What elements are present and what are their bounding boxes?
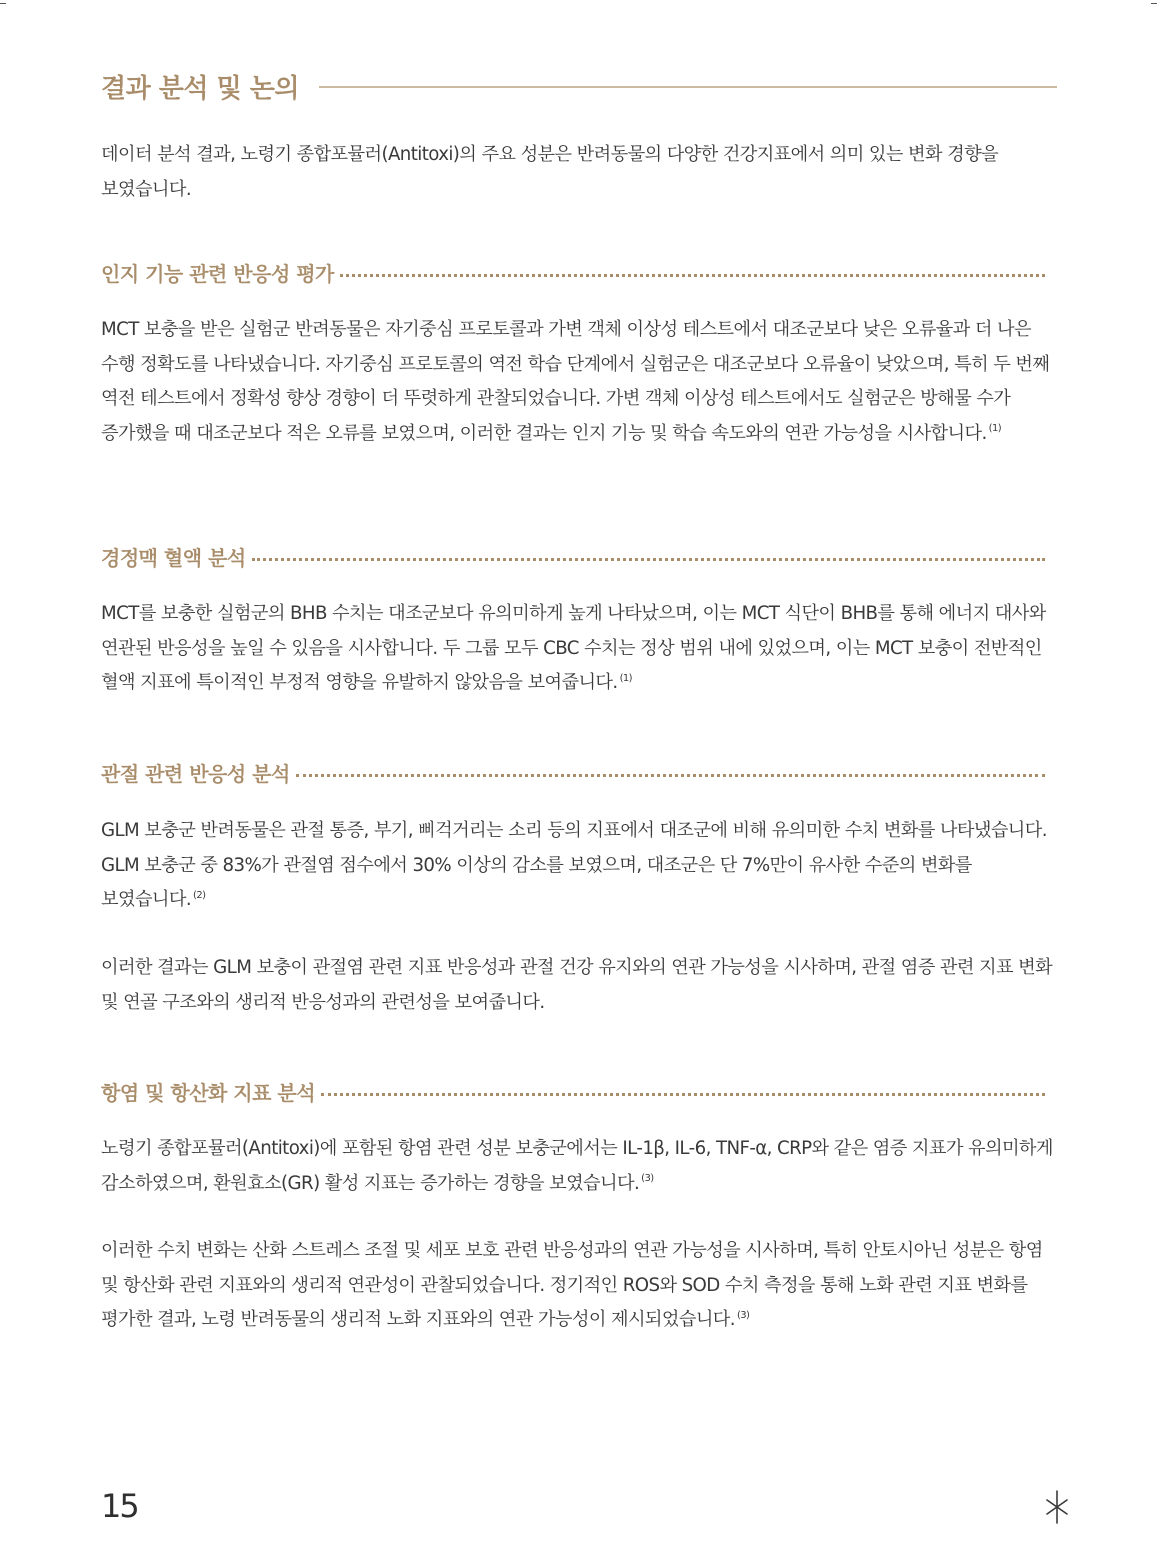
- section-heading-joint: 관절 관련 반응성 분석: [101, 762, 290, 786]
- paragraph-text: MCT를 보충한 실험군의 BHB 수치는 대조군보다 유의미하게 높게 나타났으며, 이는 MCT 식단이 BHB를 통해 에너지 대사와 연관된 반응성을 높일 수 있음을 시사합니다. 두 그룹 모두 CBC 수치는 정상 범위 내에 있었으며, 이는 MCT 보충이 전반적인 혈액 지표에 특이적인 부정적 영향을 유발하지 않았음을 보여줍니다.: [101, 603, 1046, 693]
- paragraph-text: 이러한 결과는 GLM 보충이 관절염 관련 지표 반응성과 관절 건강 유지와의 연관 가능성을 시사하며, 관절 염증 관련 지표 변화 및 연골 구조와의 생리적 반응성과의 관련성을 보여줍니다.: [101, 957, 1053, 1013]
- page-number: 15: [101, 1487, 138, 1525]
- crop-mark-top-left: [0, 3, 6, 4]
- section-paragraph-antioxidant-2: [101, 1234, 1057, 1338]
- section-heading-row-blood: [101, 542, 1045, 571]
- reference-marker: (3): [736, 1309, 750, 1321]
- crop-mark-top-right: [1151, 3, 1157, 4]
- section-heading-cognitive: 인지 기능 관련 반응성 평가: [101, 262, 334, 286]
- reference-marker: (1): [619, 672, 632, 684]
- dotted-leader: [252, 558, 1045, 561]
- reference-marker: (3): [641, 1173, 654, 1185]
- dotted-leader: [296, 774, 1045, 777]
- paragraph-text: 노령기 종합포뮬러(Antitoxi)에 포함된 항염 관련 성분 보충군에서는 IL-1β, IL-6, TNF-α, CRP와 같은 염증 지표가 유의미하게 감소하였으며, 환원효소(GR) 활성 지표는 증가하는 경향을 보였습니다.: [101, 1138, 1053, 1194]
- reference-marker: (2): [193, 889, 206, 901]
- section-heading-row-joint: [101, 758, 1045, 787]
- section-heading-row-cognitive: [101, 258, 1045, 287]
- star-burst-icon: [1044, 1490, 1070, 1524]
- paragraph-text: MCT 보충을 받은 실험군 반려동물은 자기중심 프로토콜과 가변 객체 이상성 테스트에서 대조군보다 낮은 오류율과 더 나은 수행 정확도를 나타냈습니다. 자기중심 프로토콜의 역전 학습 단계에서 실험군은 대조군보다 오류율이 낮았으며, 특히 두 번째 역전 테스트에서 정확성 향상 경향이 더 뚜렷하게 관찰되었습니다. 가변 객체 이상성 테스트에서도 실험군은 방해물 수가 증가했을 때 대조군보다 적은 오류를 보였으며, 이러한 결과는 인지 기능 및 학습 속도와의 연관 가능성을 시사합니다.: [101, 319, 1050, 444]
- reference-marker: (1): [988, 423, 1002, 435]
- section-heading-blood: 경정맥 혈액 분석: [101, 546, 246, 570]
- dotted-leader: [321, 1093, 1045, 1096]
- main-heading-row: [101, 68, 1057, 105]
- heading-rule: [319, 86, 1057, 88]
- intro-paragraph: 데이터 분석 결과, 노령기 종합포뮬러(Antitoxi)의 주요 성분은 반려동물의 다양한 건강지표에서 의미 있는 변화 경향을 보였습니다.: [101, 144, 999, 200]
- section-paragraph-joint-2: [101, 951, 1057, 1020]
- paragraph-text: GLM 보충군 반려동물은 관절 통증, 부기, 삐걱거리는 소리 등의 지표에서 대조군에 비해 유의미한 수치 변화를 나타냈습니다. GLM 보충군 중 83%가 관절염 점수에서 30% 이상의 감소를 보였으며, 대조군은 단 7%만이 유사한 수준의 변화를 보였습니다.: [101, 820, 1047, 910]
- section-paragraph-antioxidant-1: [101, 1132, 1057, 1201]
- dotted-leader: [340, 274, 1045, 277]
- section-paragraph-cognitive: [101, 313, 1057, 451]
- main-heading: 결과 분석 및 논의: [101, 74, 299, 104]
- section-paragraph-joint-1: [101, 814, 1057, 918]
- section-heading-antioxidant: 항염 및 항산화 지표 분석: [101, 1081, 316, 1105]
- section-heading-row-antioxidant: [101, 1077, 1045, 1106]
- paragraph-text: 이러한 수치 변화는 산화 스트레스 조절 및 세포 보호 관련 반응성과의 연관 가능성을 시사하며, 특히 안토시아닌 성분은 항염 및 항산화 관련 지표와의 생리적 연관성이 관찰되었습니다. 정기적인 ROS와 SOD 수치 측정을 통해 노화 관련 지표 변화를 평가한 결과, 노령 반려동물의 생리적 노화 지표와의 연관 가능성이 제시되었습니다.: [101, 1240, 1043, 1330]
- section-paragraph-blood: [101, 597, 1057, 701]
